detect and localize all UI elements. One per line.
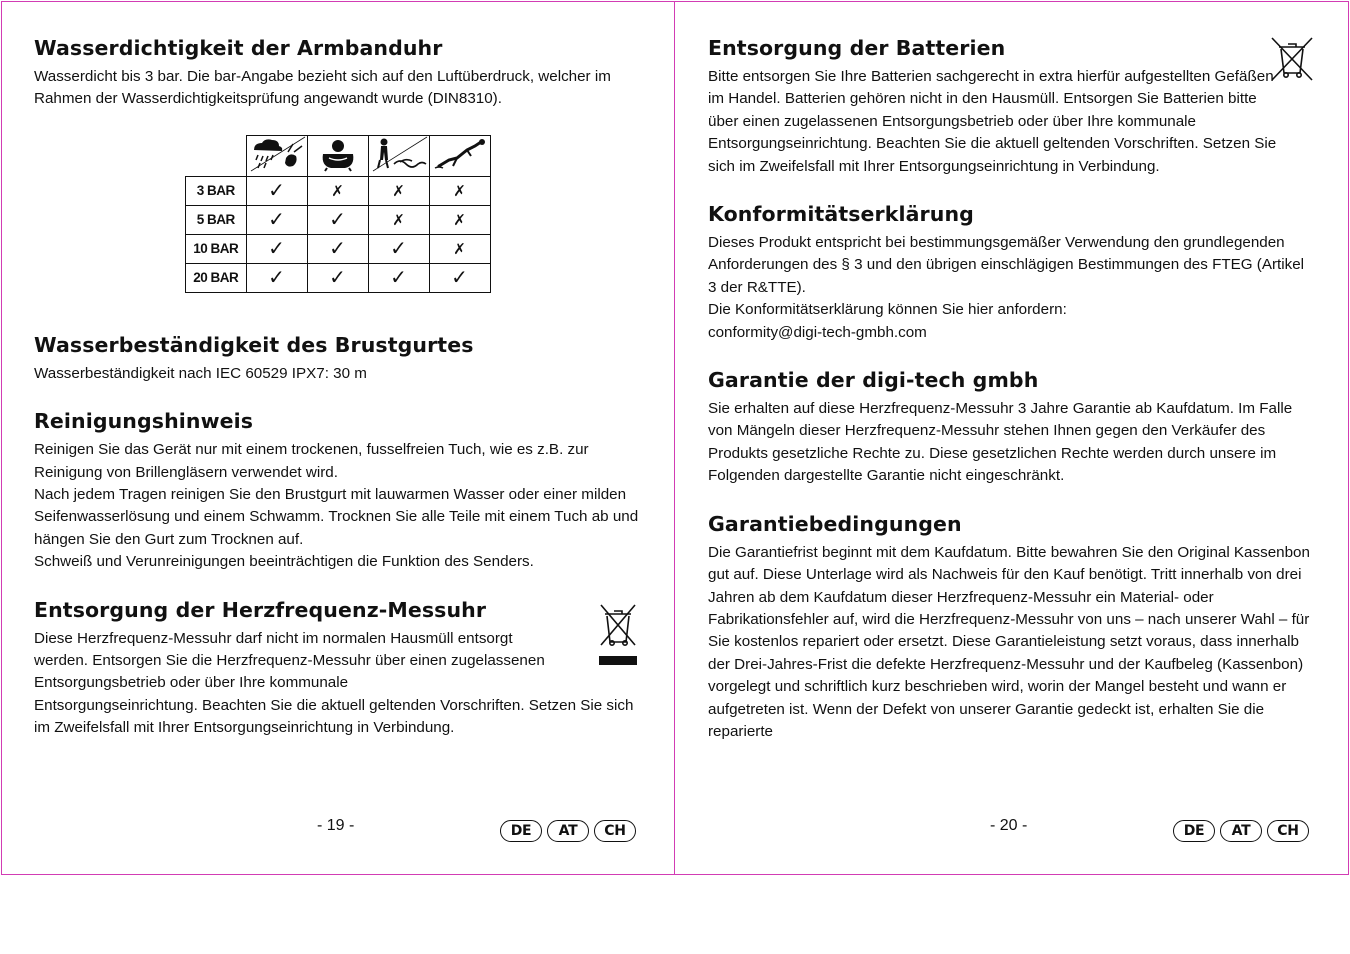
page-number-left: - 19 -: [317, 817, 355, 834]
cross-cell: [368, 176, 429, 205]
heading-conformity: Konformitätserklärung: [708, 202, 974, 227]
check-icon: ✓: [329, 265, 346, 290]
section-water-chest: [34, 333, 644, 385]
pressure-label: 3 BAR: [186, 176, 247, 205]
country-badges-left: [500, 820, 636, 842]
check-icon: ✓: [268, 178, 285, 203]
heading-warranty: Garantie der digi-tech gmbh: [708, 368, 1039, 393]
heading-cleaning: Reinigungshinweis: [34, 409, 254, 434]
section-battery: [708, 36, 1313, 178]
cross-cell: [307, 176, 368, 205]
check-icon: ✓: [268, 265, 285, 290]
check-cell: [307, 205, 368, 234]
page-right: [674, 1, 1349, 875]
table-row: [186, 205, 491, 234]
country-badges-right: [1173, 820, 1309, 842]
cross-cell: [429, 205, 490, 234]
check-cell: [246, 263, 307, 292]
text-water-watch: Wasserdicht bis 3 bar. Die bar-Angabe bezieht sich auf den Luftüberdruck, welcher im Rahmen der Wasserdichtigkeitsprüfung angewandt wurde (DIN8310).: [34, 68, 611, 108]
heading-disposal: Entsorgung der Herzfrequenz-Messuhr: [34, 597, 487, 622]
pressure-label: 5 BAR: [186, 205, 247, 234]
section-conformity: [708, 202, 1313, 344]
cross-icon: ✗: [453, 182, 466, 201]
water-resistance-table: [185, 135, 491, 293]
text-conformity: Dieses Produkt entspricht bei bestimmungsgemäßer Verwendung den grundlegenden Anforderungen des § 3 und den übrigen einschlägigen Bestimmungen des FTEG (Artikel 3 der R&TTE). Die Konformitätserklärung können Sie hier anfordern: conformity@digi-tech-gmbh.com: [708, 234, 1305, 341]
badge-at: AT: [547, 820, 589, 842]
check-cell: [246, 205, 307, 234]
check-cell: [429, 263, 490, 292]
text-cleaning: Reinigen Sie das Gerät nur mit einem trockenen, fusselfreien Tuch, wie es z.B. zur Reinigung von Brillengläsern verwendet wird. Nach jedem Tragen reinigen Sie den Brustgurt mit lauwarmen Wasser oder einer milden Seifenwasserlösung und einem Schwamm. Trocknen Sie alle Teile mit einem Tuch ab und hängen Sie den Gurt zum Trocknen auf. Schweiß und Verunreinigungen beeinträchtigen die Funktion des Senders.: [34, 441, 639, 571]
badge-de: DE: [1173, 820, 1215, 842]
section-cleaning: [34, 409, 644, 573]
table-row: [186, 234, 491, 263]
check-icon: ✓: [390, 265, 407, 290]
pressure-label: 20 BAR: [186, 263, 247, 292]
cross-icon: ✗: [331, 182, 344, 201]
check-cell: [368, 234, 429, 263]
cross-icon: ✗: [392, 211, 405, 230]
section-disposal: [34, 598, 644, 740]
cross-icon: ✗: [453, 211, 466, 230]
table-row: [186, 263, 491, 292]
table-row: [186, 176, 491, 205]
page-number-right: - 20 -: [990, 817, 1028, 834]
table-icon-row: [186, 135, 491, 176]
page-right-content: [708, 36, 1313, 769]
heading-conditions: Garantiebedingungen: [708, 511, 962, 536]
crossed-bin-icon: [1269, 36, 1315, 82]
text-battery: Bitte entsorgen Sie Ihre Batterien sachgerecht in extra hierfür aufgestellten Gefäßen im Handel. Batterien gehören nicht in den Hausmüll. Entsorgen Sie Batterien bitte über einen zugelassenen Entsorgungsbetrieb oder über Ihre kommunale Entsorgungseinrichtung. Beachten Sie die aktuell geltenden Vorschriften. Setzen Sie sich im Zweifelsfall mit Ihrer Entsorgungseinrichtung in Verbindung.: [708, 68, 1277, 175]
swimming-icon: [368, 135, 429, 176]
shower-bath-icon: [307, 135, 368, 176]
text-conditions: Die Garantiefrist beginnt mit dem Kaufdatum. Bitte bewahren Sie den Original Kassenbon gut auf. Diese Unterlage wird als Nachweis für den Kauf benötigt. Tritt innerhalb von drei Jahren ab dem Kaufdatum dieser Herzfrequenz-Messuhr ein Material- oder Fabrikationsfehler auf, wird die Herzfrequenz-Messuhr von uns – nach unserer Wahl – für Sie kostenlos repariert oder ersetzt. Diese Garantieleistung setzt voraus, dass innerhalb der Drei-Jahres-Frist die defekte Herzfrequenz-Messuhr und der Kaufbeleg (Kassenbon) vorgelegt und schriftlich kurz beschrieben wird, worin der Mangel besteht und wann er aufgetreten ist. Wenn der Defekt von unserer Garantie gedeckt ist, erhalten Sie die reparierte: [708, 543, 1310, 740]
badge-at: AT: [1220, 820, 1262, 842]
heading-battery: Entsorgung der Batterien: [708, 36, 1006, 60]
text-warranty: Sie erhalten auf diese Herzfrequenz-Messuhr 3 Jahre Garantie ab Kaufdatum. Im Falle von Mängeln dieser Herzfrequenz-Messuhr stehen Ihnen gegen den Verkäufer des Produkts gesetzliche Rechte zu. Diese gesetzlichen Rechte werden durch unsere im Folgenden dargestellte Garantie nicht eingeschränkt.: [708, 400, 1293, 485]
badge-ch: CH: [594, 820, 636, 842]
crossed-bin-icon: [594, 603, 642, 667]
check-icon: ✓: [329, 236, 346, 261]
rain-splash-icon: [246, 135, 307, 176]
page-left: [1, 1, 675, 875]
check-icon: ✓: [451, 265, 468, 290]
diving-icon: [429, 135, 490, 176]
badge-de: DE: [500, 820, 542, 842]
text-disposal-narrow: Diese Herzfrequenz-Messuhr darf nicht im normalen Hausmüll entsorgt werden. Entsorgen Sie die Herzfrequenz-Messuhr über einen zugelassenen Entsorgungsbetrieb oder über Ihre kommunale: [34, 629, 545, 692]
cross-cell: [429, 176, 490, 205]
text-disposal-wide: Entsorgungseinrichtung. Beachten Sie die aktuell geltenden Vorschriften. Setzen Sie sich im Zweifelsfall mit Ihrer Entsorgungseinrichtung in Verbindung.: [34, 696, 634, 737]
check-cell: [246, 234, 307, 263]
cross-icon: ✗: [453, 240, 466, 259]
heading-water-chest: Wasserbeständigkeit des Brustgurtes: [34, 332, 474, 357]
badge-ch: CH: [1267, 820, 1309, 842]
heading-water-watch: Wasserdichtigkeit der Armbanduhr: [34, 36, 443, 60]
cross-icon: ✗: [392, 182, 405, 201]
cross-cell: [368, 205, 429, 234]
section-conditions: [708, 512, 1313, 744]
check-cell: [307, 263, 368, 292]
check-cell: [368, 263, 429, 292]
pressure-label: 10 BAR: [186, 234, 247, 263]
section-water-watch: [34, 36, 644, 293]
cross-cell: [429, 234, 490, 263]
page-left-content: [34, 36, 644, 766]
text-water-chest: Wasserbeständigkeit nach IEC 60529 IPX7: 30 m: [34, 364, 367, 382]
check-icon: ✓: [329, 207, 346, 232]
check-icon: ✓: [268, 236, 285, 261]
check-icon: ✓: [268, 207, 285, 232]
check-cell: [307, 234, 368, 263]
check-icon: ✓: [390, 236, 407, 261]
check-cell: [246, 176, 307, 205]
section-warranty: [708, 368, 1313, 488]
